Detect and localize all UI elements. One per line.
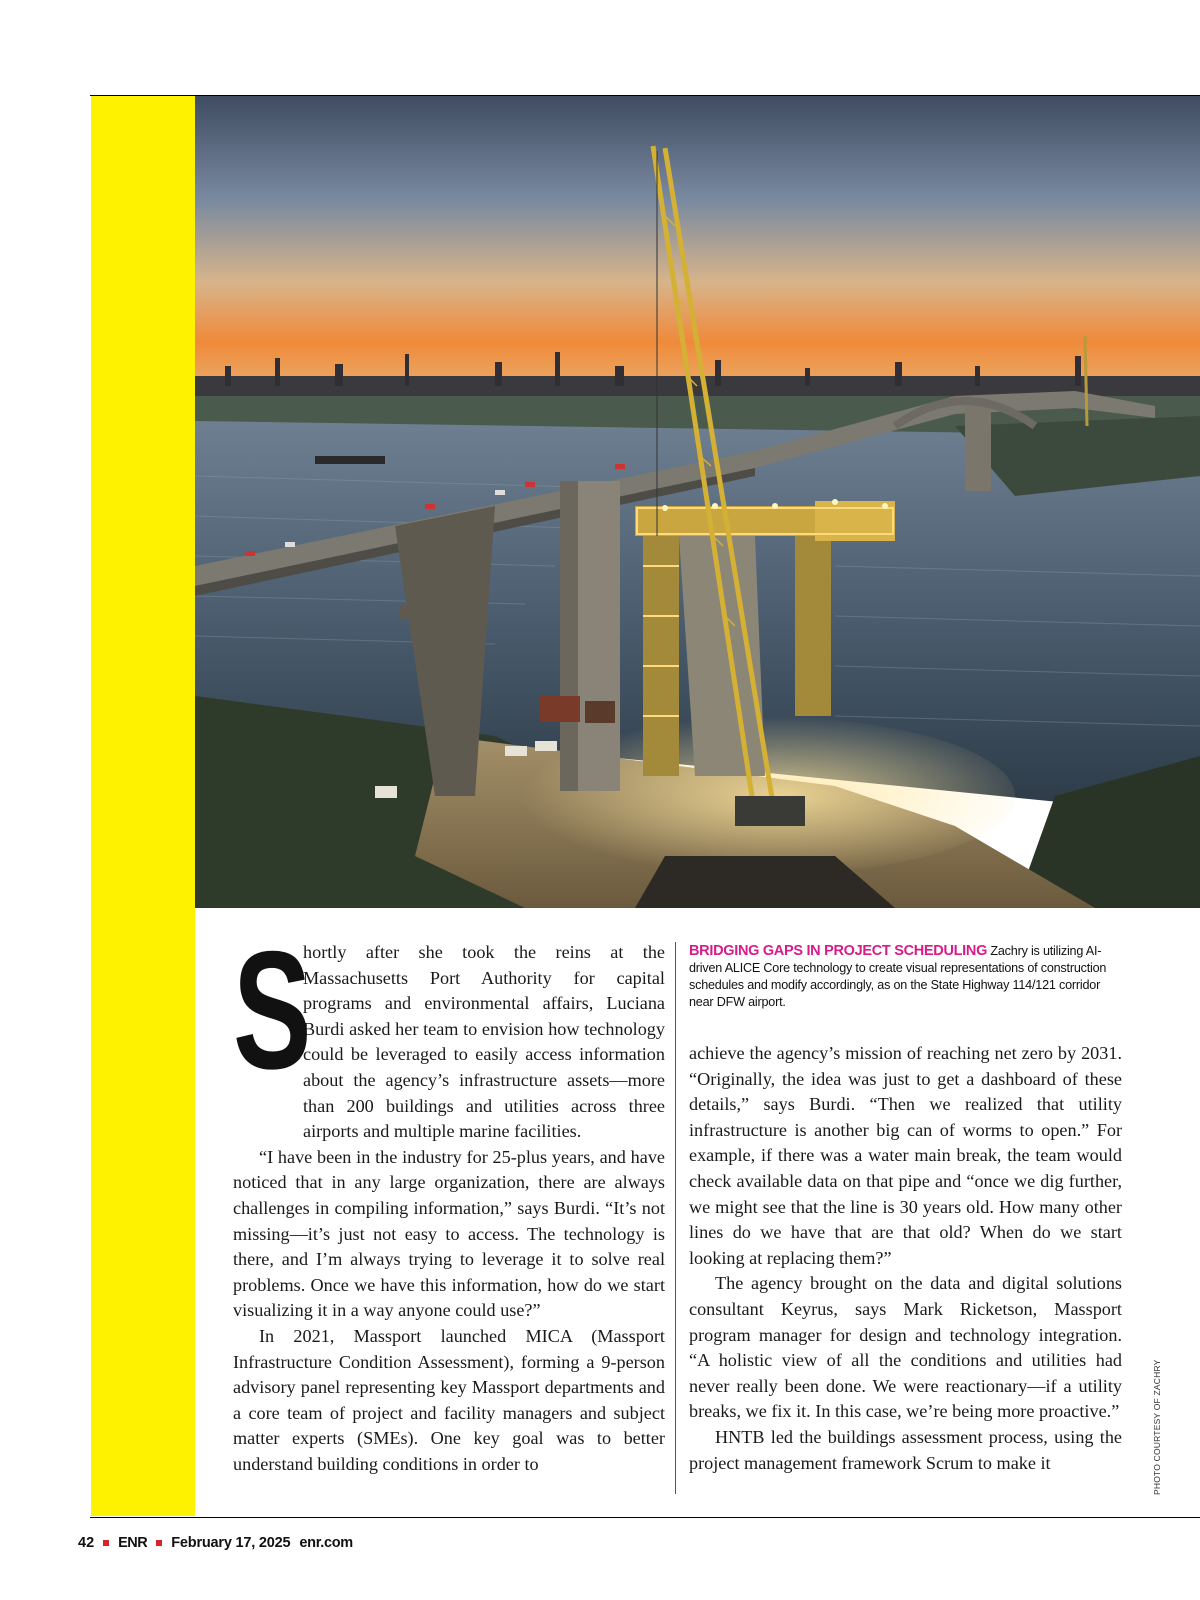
- article-paragraph: HNTB led the buildings assessment process, using the project management framework Scrum to make it: [689, 1426, 1122, 1473]
- website-link[interactable]: enr.com: [299, 1535, 353, 1551]
- drop-cap: S: [233, 916, 309, 1104]
- page-footer: [78, 1535, 353, 1551]
- accent-bar: [91, 96, 195, 1516]
- article-column-right: [689, 1041, 1122, 1476]
- article-paragraph: hortly after she took the reins at the Massachusetts Port Authority for capital programs and environmental affairs, Luciana Burdi asked her team to envision how technology could be leveraged to easily access information about the agency’s infrastructure assets—more than 200 buildings and utilities across three airports and multiple marine facilities.: [303, 942, 665, 1142]
- bridge-construction-photo: [195, 96, 1200, 908]
- article-paragraph: “I have been in the industry for 25-plus years, and have noticed that in any large organization, there are always challenges in compiling information,” says Burdi. “It’s not missing—it’s just not easy to access. The technology is there, and I’m always trying to leverage it to solve real problems. Once we have this information, how do we start visualizing it in a way anyone could use?”: [233, 1146, 665, 1321]
- separator-square-icon: [156, 1540, 162, 1546]
- bottom-rule: [90, 1517, 1200, 1518]
- publication-name: ENR: [118, 1535, 148, 1551]
- photo-credit: PHOTO COURTESY OF ZACHRY: [1152, 1359, 1162, 1495]
- caption-heading: BRIDGING GAPS IN PROJECT SCHEDULING: [689, 943, 988, 959]
- article-paragraph: achieve the agency’s mission of reaching net zero by 2031. “Originally, the idea was just to get a dashboard of these details,” says Burdi. “Then we realized that utility infrastructure is another big can of worms to open.” For example, if there was a water main break, the team would check available data on that pipe and “once we dig further, we might see that the line is 30 years old. How many other lines do we have that are that old? When do we start looking at replacing them?”: [689, 1043, 1122, 1268]
- issue-date: February 17, 2025: [171, 1535, 291, 1551]
- caption-body: Zachry is utilizing AI-driven ALICE Core technology to create visual representations of construction schedules and modify accordingly, as on the State Highway 114/121 corridor near DFW airport.: [689, 944, 1107, 1009]
- article-column-left: [233, 916, 665, 1477]
- article-paragraph: The agency brought on the data and digital solutions consultant Keyrus, says Mark Ricketson, Massport program manager for design and technology integration. “A holistic view of all the conditions and utilities had never really been done. We were reactionary—if a utility breaks, we fix it. In this case, we’re being more proactive.”: [689, 1273, 1122, 1422]
- separator-square-icon: [103, 1540, 109, 1546]
- page-number: 42: [78, 1535, 95, 1551]
- photo-caption: [689, 943, 1124, 1011]
- column-divider: [675, 942, 676, 1494]
- article-paragraph: In 2021, Massport launched MICA (Massport Infrastructure Condition Assessment), forming a 9-person advisory panel representing key Massport departments and a core team of project and facility managers and subject matter experts (SMEs). One key goal was to better understand building conditions in order to: [233, 1325, 665, 1474]
